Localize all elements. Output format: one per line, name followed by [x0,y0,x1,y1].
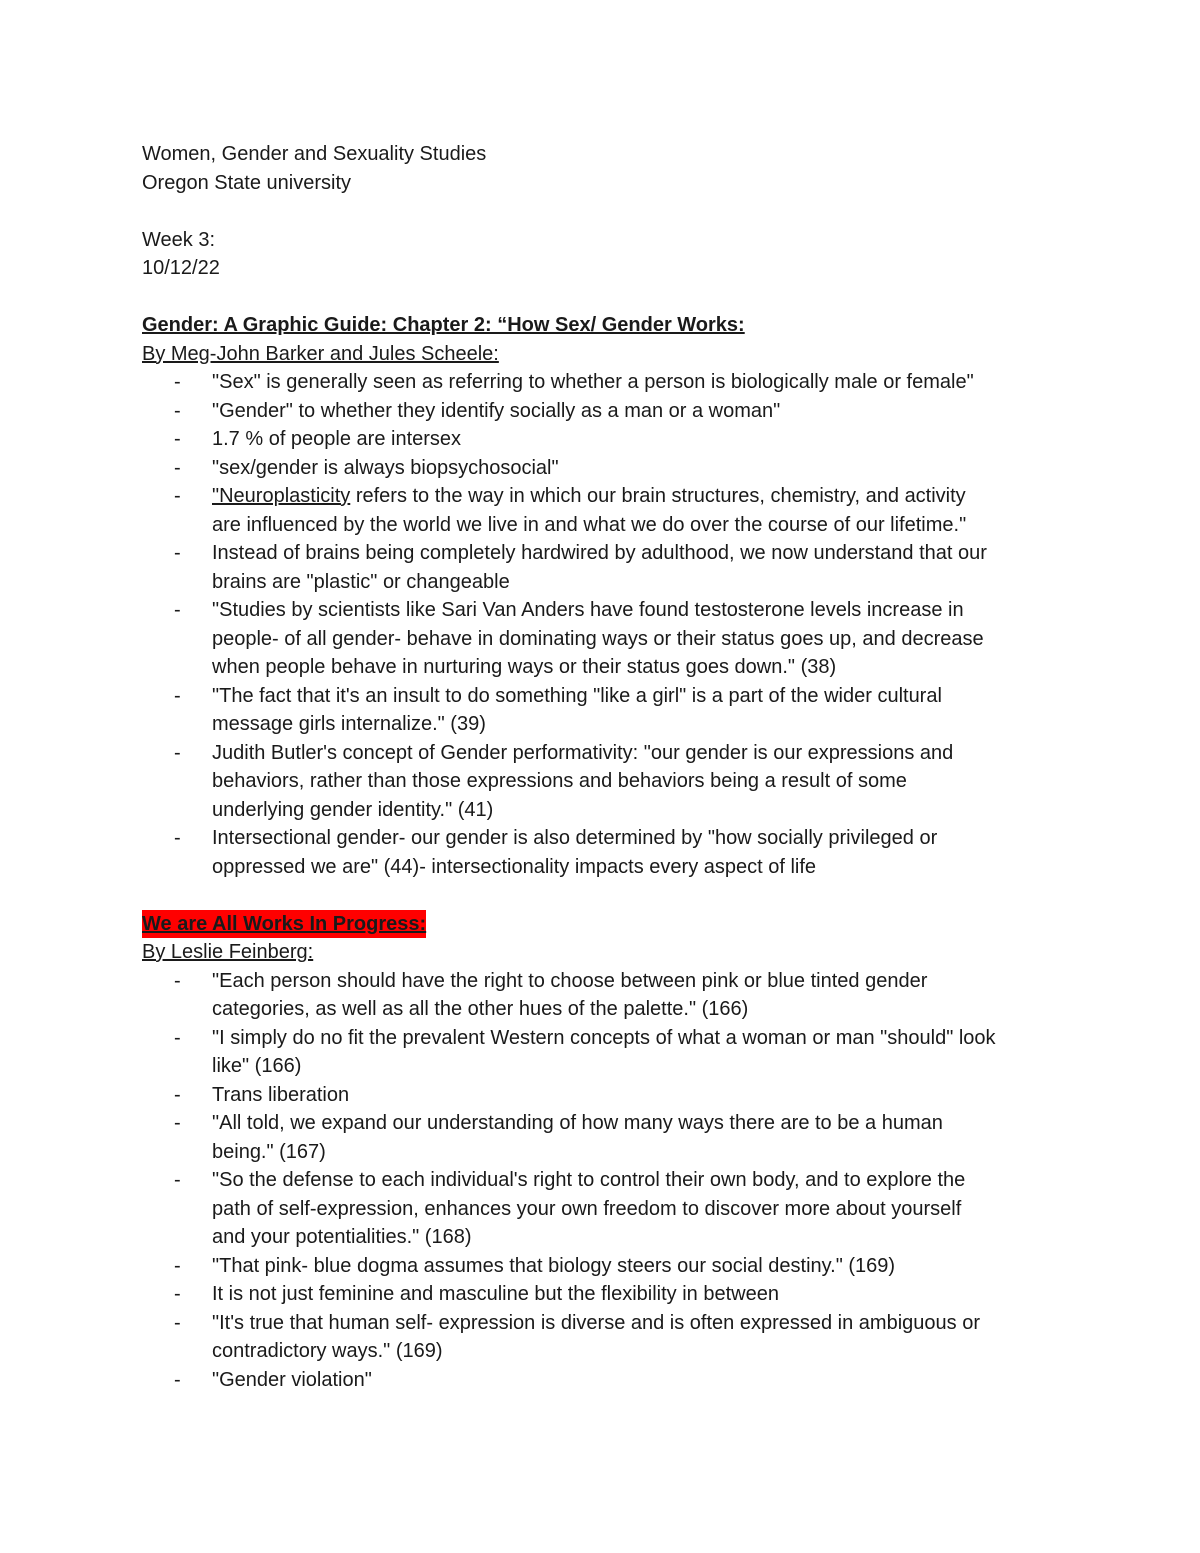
list-item-line: Trans liberation [212,1083,350,1106]
bullet-dash: - [174,542,181,564]
bullet-dash: - [174,599,181,621]
course-title: Women, Gender and Sexuality Studies [142,143,487,165]
list-item [142,1280,1072,1309]
document-page [142,140,1072,1394]
list-item [142,454,1072,483]
list-item-line: "Studies by scientists like Sari Van Anders have found testosterone levels increase in [212,599,964,621]
week-label: Week 3: [142,228,215,251]
bullet-dash: - [174,456,181,479]
bullet-dash: - [174,1112,181,1134]
section1-bullet-list [142,368,1072,881]
bullet-dash: - [174,1083,181,1106]
bullet-dash: - [174,827,181,849]
bullet-dash: - [174,399,181,422]
bullet-dash: - [174,969,181,992]
list-item-line: "sex/gender is always biopsychosocial" [212,456,559,479]
list-item [142,1309,1072,1366]
list-item-continuation: categories, as well as all the other hues of the palette." (166) [212,998,749,1020]
list-item-continuation: underlying gender identity." (41) [212,798,494,821]
list-item [142,1366,1072,1395]
list-item [142,1166,1072,1252]
bullet-dash: - [174,1169,181,1191]
spacer [142,197,1072,226]
bullet-dash: - [174,1368,181,1391]
spacer [142,881,1072,910]
bullet-dash: - [174,1283,181,1305]
underlined-term: "Neuroplasticity [212,485,351,507]
list-item-continuation: behaviors, rather than those expressions and behaviors being a result of some [212,770,907,792]
list-item-continuation: oppressed we are" (44)- intersectionality impacts every aspect of life [212,855,817,878]
list-item-continuation: contradictory ways." (169) [212,1340,443,1362]
list-item-line: "The fact that it's an insult to do something "like a girl" is a part of the wider cultural [212,684,942,707]
list-item [142,539,1072,596]
list-item-line: 1.7 % of people are intersex [212,428,462,450]
section2-heading-line [142,910,1072,939]
list-item-continuation: and your potentialities." (168) [212,1226,472,1248]
section2-bullet-list [142,967,1072,1395]
bullet-dash: - [174,741,181,764]
list-item [142,425,1072,454]
bullet-dash: - [174,371,181,393]
list-item-line: "All told, we expand our understanding of how many ways there are to be a human [212,1112,943,1134]
bullet-dash: - [174,1311,181,1334]
bullet-dash: - [174,1026,181,1049]
list-item [142,596,1072,682]
list-item [142,824,1072,881]
list-item-line: Judith Butler's concept of Gender performativity: "our gender is our expressions and [212,741,954,764]
list-item [142,482,1072,539]
list-item [142,368,1072,397]
list-item-line [212,482,1072,511]
list-item-continuation: path of self-expression, enhances your own freedom to discover more about yourself [212,1197,962,1220]
list-item [142,1252,1072,1281]
list-item-continuation: message girls internalize." (39) [212,713,486,735]
list-item-line: Instead of brains being completely hardwired by adulthood, we now understand that our [212,542,987,564]
list-item-line: It is not just feminine and masculine but the flexibility in between [212,1283,779,1305]
list-item-line: "So the defense to each individual's right to control their own body, and to explore the [212,1169,966,1191]
list-item-continuation: people- of all gender- behave in dominating ways or their status goes up, and decrease [212,627,984,650]
list-item [142,739,1072,825]
school-name: Oregon State university [142,171,351,194]
list-item-line: "Each person should have the right to choose between pink or blue tinted gender [212,969,928,992]
list-item-continuation: like" (166) [212,1055,302,1077]
bullet-dash: - [174,684,181,707]
list-item-text: refers to the way in which our brain structures, chemistry, and activity [350,485,966,507]
list-item [142,1081,1072,1110]
list-item-line: "Gender" to whether they identify socially as a man or a woman" [212,399,781,422]
list-item [142,967,1072,1024]
list-item-continuation: when people behave in nurturing ways or their status goes down." (38) [212,656,837,678]
bullet-dash: - [174,1254,181,1277]
list-item-line: Intersectional gender- our gender is also determined by "how socially privileged or [212,827,938,849]
list-item-line: "That pink- blue dogma assumes that biology steers our social destiny." (169) [212,1254,896,1277]
list-item [142,1109,1072,1166]
list-item [142,682,1072,739]
section1-byline: By Meg-John Barker and Jules Scheele: [142,342,499,365]
bullet-dash: - [174,428,181,450]
date-label: 10/12/22 [142,257,220,279]
section1-heading-line [142,311,1072,340]
list-item-continuation: being." (167) [212,1140,326,1163]
section2-title: We are All Works In Progress: [142,910,426,939]
list-item-line: "Sex" is generally seen as referring to whether a person is biologically male or female" [212,371,974,393]
list-item-line: "Gender violation" [212,1368,372,1391]
list-item-line: "I simply do no fit the prevalent Western concepts of what a woman or man "should" look [212,1026,996,1049]
list-item-continuation: brains are "plastic" or changeable [212,570,510,593]
section1-title: Gender: A Graphic Guide: Chapter 2: “How Sex/ Gender Works: [142,314,745,336]
list-item [142,1024,1072,1081]
section2-byline: By Leslie Feinberg: [142,941,314,963]
spacer [142,283,1072,312]
bullet-dash: - [174,485,181,507]
list-item-continuation: are influenced by the world we live in and what we do over the course of our lifetime." [212,513,967,536]
list-item [142,397,1072,426]
list-item-line: "It's true that human self- expression is diverse and is often expressed in ambiguous or [212,1311,980,1334]
